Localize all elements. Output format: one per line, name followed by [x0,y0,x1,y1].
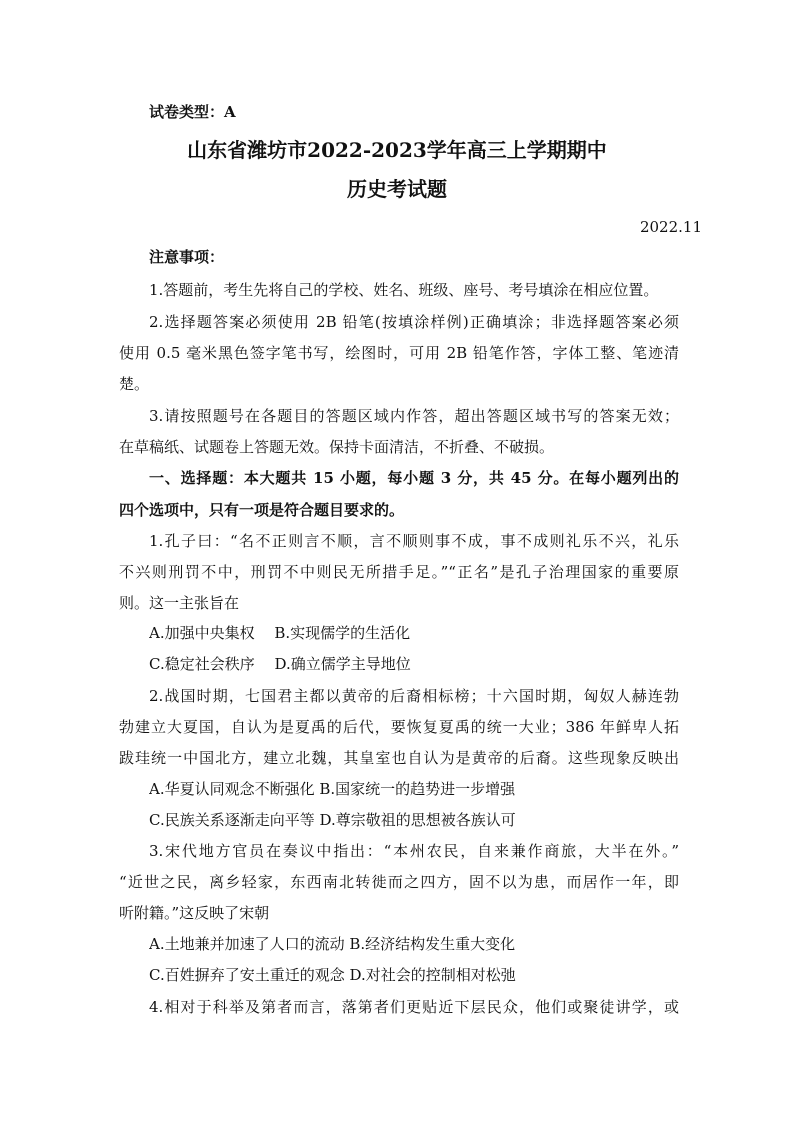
question-3-text: “近世之民，离乡轻家，东西南北转徙而之四方，固不以为患，而居作一年，即 [119,873,679,891]
paper-type-label: 试卷类型：A [149,103,236,121]
question-1-text: 则。这一主张旨在 [119,594,240,612]
question-2-options: C.民族关系逐渐走向平等 D.尊宗敬祖的思想被各族认可 [149,811,516,829]
notes-line: 3.请按照题号在各题目的答题区域内作答，超出答题区域书写的答案无效； [149,407,679,425]
question-3-text: 听附籍。”这反映了宋朝 [119,904,270,922]
notes-line: 2.选择题答案必须使用 2B 铅笔(按填涂样例)正确填涂；非选择题答案必须 [149,313,679,331]
question-2-text: 2.战国时期，七国君主都以黄帝的后裔相标榜；十六国时期，匈奴人赫连勃 [149,687,679,705]
question-3-options: C.百姓摒弃了安土重迁的观念 D.对社会的控制相对松弛 [149,966,516,984]
question-3-options: A.土地兼并加速了人口的流动 B.经济结构发生重大变化 [149,935,516,953]
question-1-text: 不兴则刑罚不中，刑罚不中则民无所措手足。”“正名”是孔子治理国家的重要原 [119,563,679,581]
question-1-options: A.加强中央集权 B.实现儒学的生活化 [149,624,411,642]
page-title: 山东省潍坊市2022-2023学年高三上学期期中 [187,138,607,162]
question-1-options: C.稳定社会秩序 D.确立儒学主导地位 [149,655,411,673]
question-2-text: 勃建立大夏国，自认为是夏禹的后代，要恢复夏禹的统一大业；386 年鲜卑人拓 [119,718,679,736]
question-1-text: 1.孔子曰：“名不正则言不顺，言不顺则事不成，事不成则礼乐不兴，礼乐 [149,532,679,550]
notes-line: 1.答题前，考生先将自己的学校、姓名、班级、座号、考号填涂在相应位置。 [149,281,659,299]
notes-line: 使用 0.5 毫米黑色签字笔书写，绘图时，可用 2B 铅笔作答，字体工整、笔迹清 [119,344,679,362]
section-heading-cont: 四个选项中，只有一项是符合题目要求的。 [119,501,405,519]
page-subtitle: 历史考试题 [347,177,447,201]
question-4-text: 4.相对于科举及第者而言，落第者们更贴近下层民众，他们或聚徒讲学，或 [149,998,679,1016]
notes-heading: 注意事项： [149,248,225,266]
exam-date: 2022.11 [639,218,702,236]
question-2-text: 跋珪统一中国北方，建立北魏，其皇室也自认为是黄帝的后裔。这些现象反映出 [119,749,679,767]
question-2-options: A.华夏认同观念不断强化 B.国家统一的趋势进一步增强 [149,780,516,798]
notes-line: 在草稿纸、试题卷上答题无效。保持卡面清洁，不折叠、不破损。 [119,438,555,456]
section-heading: 一、选择题：本大题共 15 小题，每小题 3 分，共 45 分。在每小题列出的 [149,469,679,487]
notes-line: 楚。 [119,375,150,393]
question-3-text: 3.宋代地方官员在奏议中指出：“本州农民，自来兼作商旅，大半在外。” [149,842,679,860]
